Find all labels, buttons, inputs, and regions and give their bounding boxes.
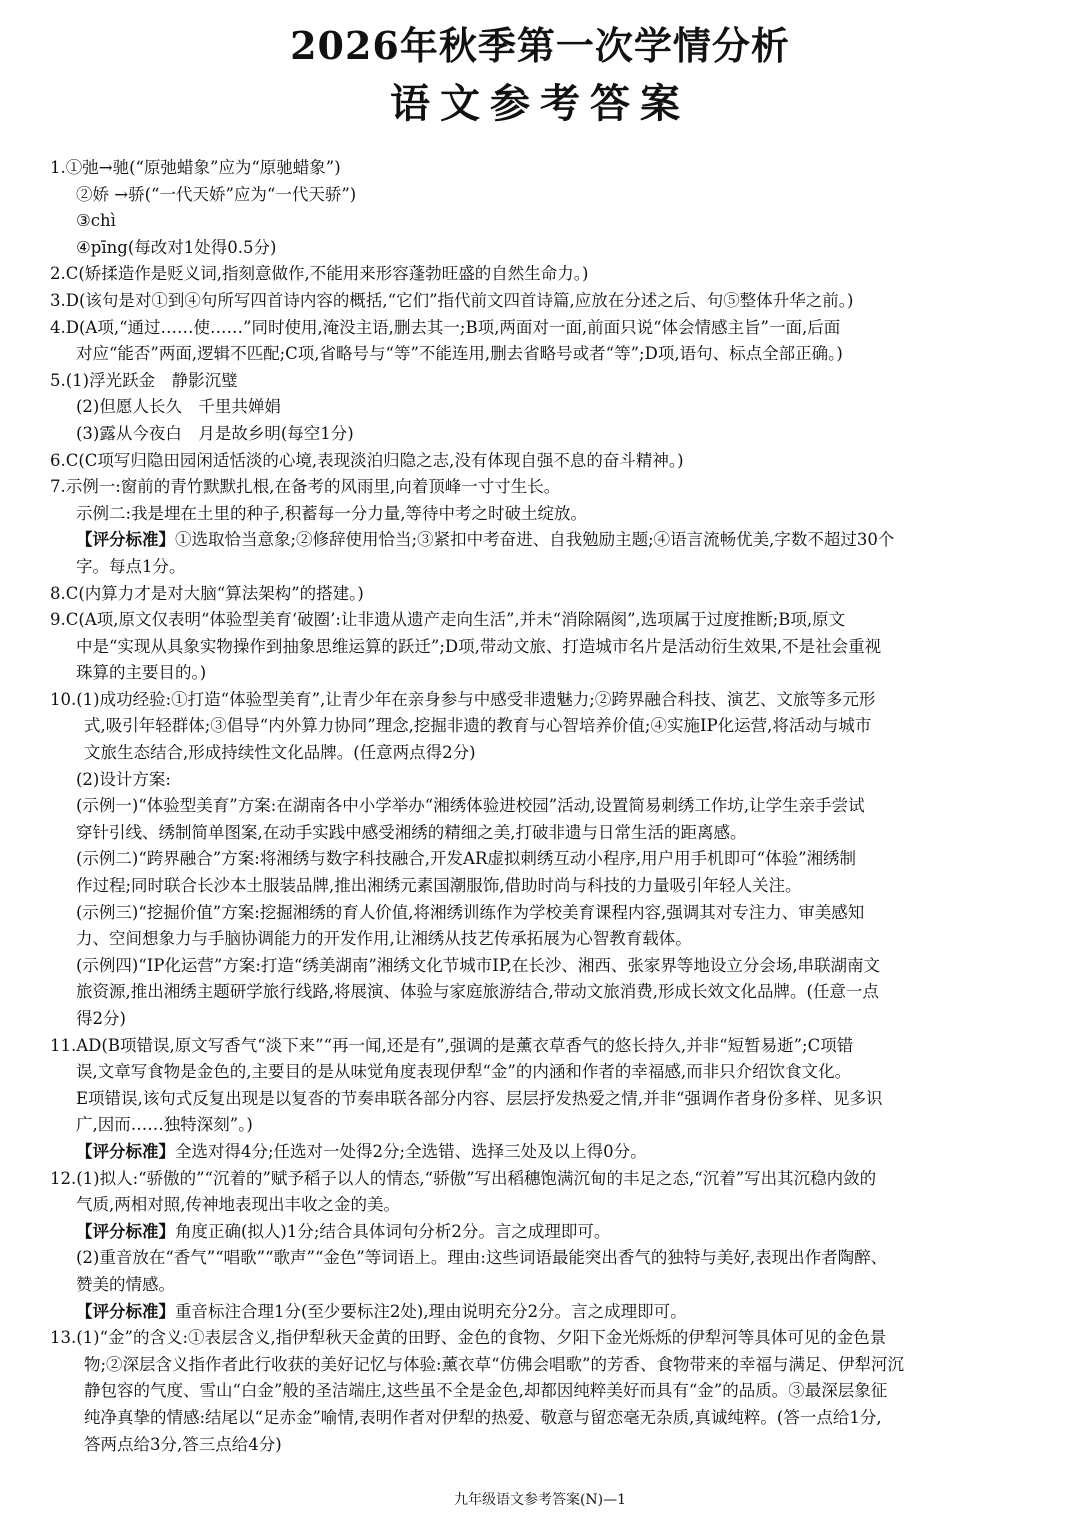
answer-line: (2)但愿人长久 千里共婵娟 — [76, 397, 281, 417]
answer-line: ④pīng(每改对1处得0.5分) — [76, 237, 277, 257]
scoring-criteria-tag: 【评分标准】 — [76, 1221, 175, 1241]
answer-line: 1.①弛→驰(“原弛蜡象”应为“原驰蜡象”) — [50, 158, 341, 177]
answer-line: 式,吸引年轻群体;③倡导“内外算力协同”理念,挖掘非遗的教育与心智培养价值;④实施IP化运营,将活动与城市 — [84, 716, 872, 736]
answer-line: (3)露从今夜白 月是故乡明(每空1分) — [76, 423, 354, 443]
scoring-criteria-tag: 【评分标准】 — [76, 1301, 175, 1321]
scoring-criteria-line: 【评分标准】全选对得4分;任选对一处得2分;全选错、选择三处及以上得0分。 — [76, 1141, 647, 1161]
answer-line: 字。每点1分。 — [76, 556, 186, 576]
answer-line: 5.(1)浮光跃金 静影沉璧 — [50, 370, 238, 390]
answer-line: 7.示例一:窗前的青竹默默扎根,在备考的风雨里,向着顶峰一寸寸生长。 — [50, 477, 561, 497]
answer-line: 12.(1)拟人:“骄傲的”“沉着的”赋予稻子以人的情态,“骄傲”写出稻穗饱满沉甸的丰足之态,“沉着”写出其沉稳内敛的 — [50, 1168, 877, 1188]
answer-line: 误,文章写食物是金色的,主要目的是从味觉角度表现伊犁“金”的内涵和作者的幸福感,而非只介绍饮食文化。 — [76, 1062, 852, 1082]
answer-line: (示例四)“IP化运营”方案:打造“绣美湖南”湘绣文化节城市IP,在长沙、湘西、张家界等地设立分会场,串联湖南文 — [76, 955, 881, 975]
answer-line: 3.D(该句是对①到④句所写四首诗内容的概括,“它们”指代前文四首诗篇,应放在分述之后、句⑤整体升华之前。) — [50, 290, 854, 310]
answer-line: 静包容的气度、雪山“白金”般的圣洁端庄,这些虽不全是金色,却都因纯粹美好而具有“金”的品质。③最深层象征 — [84, 1381, 888, 1401]
answer-line: (示例一)“体验型美育”方案:在湖南各中小学举办“湘绣体验进校园”活动,设置简易刺绣工作坊,让学生亲手尝试 — [76, 796, 865, 816]
answer-line: 10.(1)成功经验:①打造“体验型美育”,让青少年在亲身参与中感受非遗魅力;②跨界融合科技、演艺、文旅等多元形 — [50, 689, 876, 709]
answer-line: 珠算的主要目的。) — [76, 663, 207, 683]
answer-line: 物;②深层含义指作者此行收获的美好记忆与体验:薰衣草“仿佛会唱歌”的芳香、食物带来的幸福与满足、伊犁河沉 — [84, 1354, 904, 1374]
answer-line: (示例三)“挖掘价值”方案:挖掘湘绣的育人价值,将湘绣训练作为学校美育课程内容,强调其对专注力、审美感知 — [76, 902, 865, 922]
answer-line: ③chì — [76, 211, 116, 231]
answer-line: 气质,两相对照,传神地表现出丰收之金的美。 — [76, 1195, 400, 1215]
answer-line: 力、空间想象力与手脑协调能力的开发作用,让湘绣从技艺传承拓展为心智教育载体。 — [76, 929, 692, 949]
answer-line: 对应“能否”两面,逻辑不匹配;C项,省略号与“等”不能连用,删去省略号或者“等”;D项,语句、标点全部正确。) — [76, 344, 843, 364]
answer-line: E项错误,该句式反复出现是以复沓的节奏串联各部分内容、层层抒发热爱之情,并非“强调作者身份多样、见多识 — [76, 1088, 883, 1108]
answer-line: ②娇 →骄(“一代天娇”应为“一代天骄”) — [76, 184, 357, 204]
answer-line: 旅资源,推出湘绣主题研学旅行线路,将展演、体验与家庭旅游结合,带动文旅消费,形成长效文化品牌。(任意一点 — [76, 982, 879, 1002]
answer-line: 纯净真挚的情感:结尾以“足赤金”喻情,表明作者对伊犁的热爱、敬意与留恋毫无杂质,真诚纯粹。(答一点给1分, — [84, 1407, 882, 1427]
answer-line: 13.(1)“金”的含义:①表层含义,指伊犁秋天金黄的田野、金色的食物、夕阳下金光烁烁的伊犁河等具体可见的金色景 — [50, 1328, 887, 1348]
page-footer: 九年级语文参考答案(N)—1 — [453, 1492, 627, 1508]
answer-line: 示例二:我是埋在土里的种子,积蓄每一分力量,等待中考之时破土绽放。 — [76, 503, 588, 523]
answer-line: 4.D(A项,“通过……使……”同时使用,淹没主语,删去其一;B项,两面对一面,前面只说“体会情感主旨”一面,后面 — [50, 317, 841, 337]
scoring-criteria-line: 【评分标准】角度正确(拟人)1分;结合具体词句分析2分。言之成理即可。 — [76, 1221, 611, 1241]
answer-list — [50, 155, 1040, 1458]
scoring-criteria-tag: 【评分标准】 — [76, 1141, 175, 1161]
answer-line: 文旅生态结合,形成持续性文化品牌。(任意两点得2分) — [84, 743, 476, 763]
scoring-criteria-tag: 【评分标准】 — [76, 530, 175, 550]
answer-line: 11.AD(B项错误,原文写香气“淡下来”“再一闻,还是有”,强调的是薰衣草香气的悠长持久,并非“短暂易逝”;C项错 — [50, 1035, 854, 1055]
answer-line: 作过程;同时联合长沙本土服装品牌,推出湘绣元素国潮服饰,借助时尚与科技的力量吸引年轻人关注。 — [76, 876, 802, 896]
answer-line: (2)设计方案: — [76, 769, 171, 789]
answer-line: 9.C(A项,原文仅表明“体验型美育‘破圈’:让非遗从遗产走向生活”,并未“消除隔阂”,选项属于过度推断;B项,原文 — [50, 610, 846, 630]
page-subtitle: 语文参考答案 — [390, 80, 690, 127]
page-title: 2026年秋季第一次学情分析 — [290, 23, 790, 68]
scoring-criteria-line: 【评分标准】①选取恰当意象;②修辞使用恰当;③紧扣中考奋进、自我勉励主题;④语言流畅优美,字数不超过30个 — [76, 530, 895, 550]
scoring-criteria-line: 【评分标准】重音标注合理1分(至少要标注2处),理由说明充分2分。言之成理即可。 — [76, 1301, 687, 1321]
answer-line: (2)重音放在“香气”“唱歌”“歌声”“金色”等词语上。理由:这些词语最能突出香气的独特与美好,表现出作者陶醉、 — [76, 1248, 888, 1268]
answer-line: 2.C(矫揉造作是贬义词,指刻意做作,不能用来形容蓬勃旺盛的自然生命力。) — [50, 264, 589, 284]
answer-line: 广,因而……独特深刻”。) — [76, 1115, 253, 1135]
answer-line: 得2分) — [76, 1009, 126, 1028]
answer-line: 8.C(内算力才是对大脑“算法架构”的搭建。) — [50, 583, 364, 603]
answer-line: 答两点给3分,答三点给4分) — [84, 1434, 282, 1454]
answer-line: 赞美的情感。 — [76, 1274, 175, 1294]
answer-line: 中是“实现从具象实物操作到抽象思维运算的跃迁”;D项,带动文旅、打造城市名片是活动衍生效果,不是社会重视 — [76, 636, 882, 656]
answer-line: 穿针引线、绣制简单图案,在动手实践中感受湘绣的精细之美,打破非遗与日常生活的距离感。 — [76, 822, 747, 842]
answer-line: (示例二)“跨界融合”方案:将湘绣与数字科技融合,开发AR虚拟刺绣互动小程序,用户用手机即可“体验”湘绣制 — [76, 849, 857, 869]
answer-line: 6.C(C项写归隐田园闲适恬淡的心境,表现淡泊归隐之志,没有体现自强不息的奋斗精神。) — [50, 450, 684, 470]
